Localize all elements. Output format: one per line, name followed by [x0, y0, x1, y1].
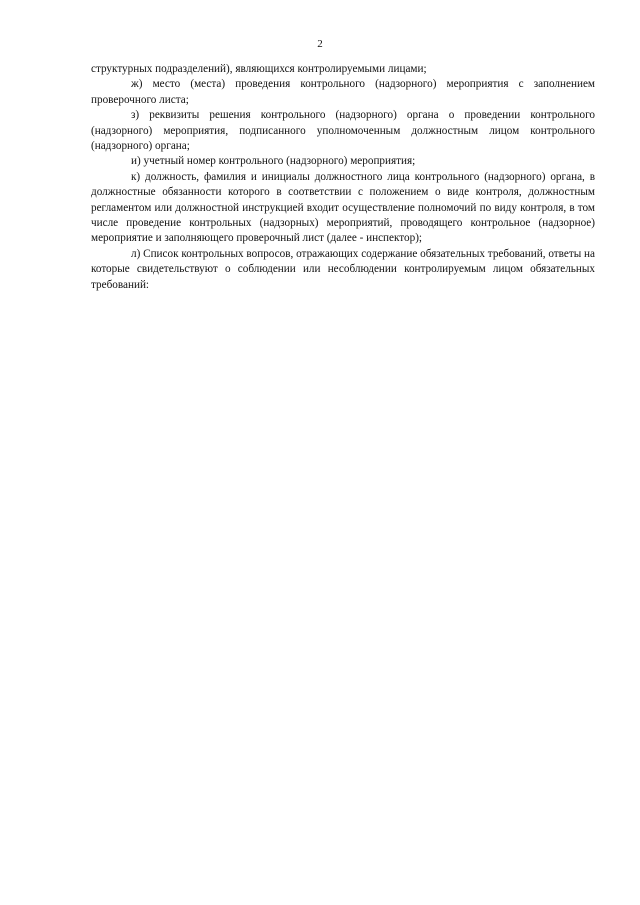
- paragraph-continuation: структурных подразделений), являющихся контролируемыми лицами;: [91, 63, 427, 75]
- paragraph-item-zh: ж) место (места) проведения контрольного (надзорного) мероприятия с заполнением проверочного листа;: [91, 78, 595, 106]
- document-body: [91, 62, 595, 293]
- page-number: 2: [317, 38, 323, 50]
- paragraph-item-k: к) должность, фамилия и инициалы должностного лица контрольного (надзорного) органа, в должностные обязанности которого в соответствии с положением о виде контроля, должностным регламентом или должностной инструкцией входит осуществление полномочий по виду контроля, в том числе проведение контрольных (надзорных) мероприятий, проводящего контрольное (надзорное) мероприятие и заполняющего проверочный лист (далее - инспектор);: [91, 170, 595, 245]
- paragraph-item-l: л) Список контрольных вопросов, отражающих содержание обязательных требований, ответы на которые свидетельствуют о соблюдении или несоблюдении контролируемым лицом обязательных требований:: [91, 247, 595, 291]
- paragraph-item-z: з) реквизиты решения контрольного (надзорного) органа о проведении контрольного (надзорного) мероприятия, подписанного уполномоченным должностным лицом контрольного (надзорного) органа;: [91, 109, 595, 153]
- paragraph-item-i: и) учетный номер контрольного (надзорного) мероприятия;: [131, 155, 416, 168]
